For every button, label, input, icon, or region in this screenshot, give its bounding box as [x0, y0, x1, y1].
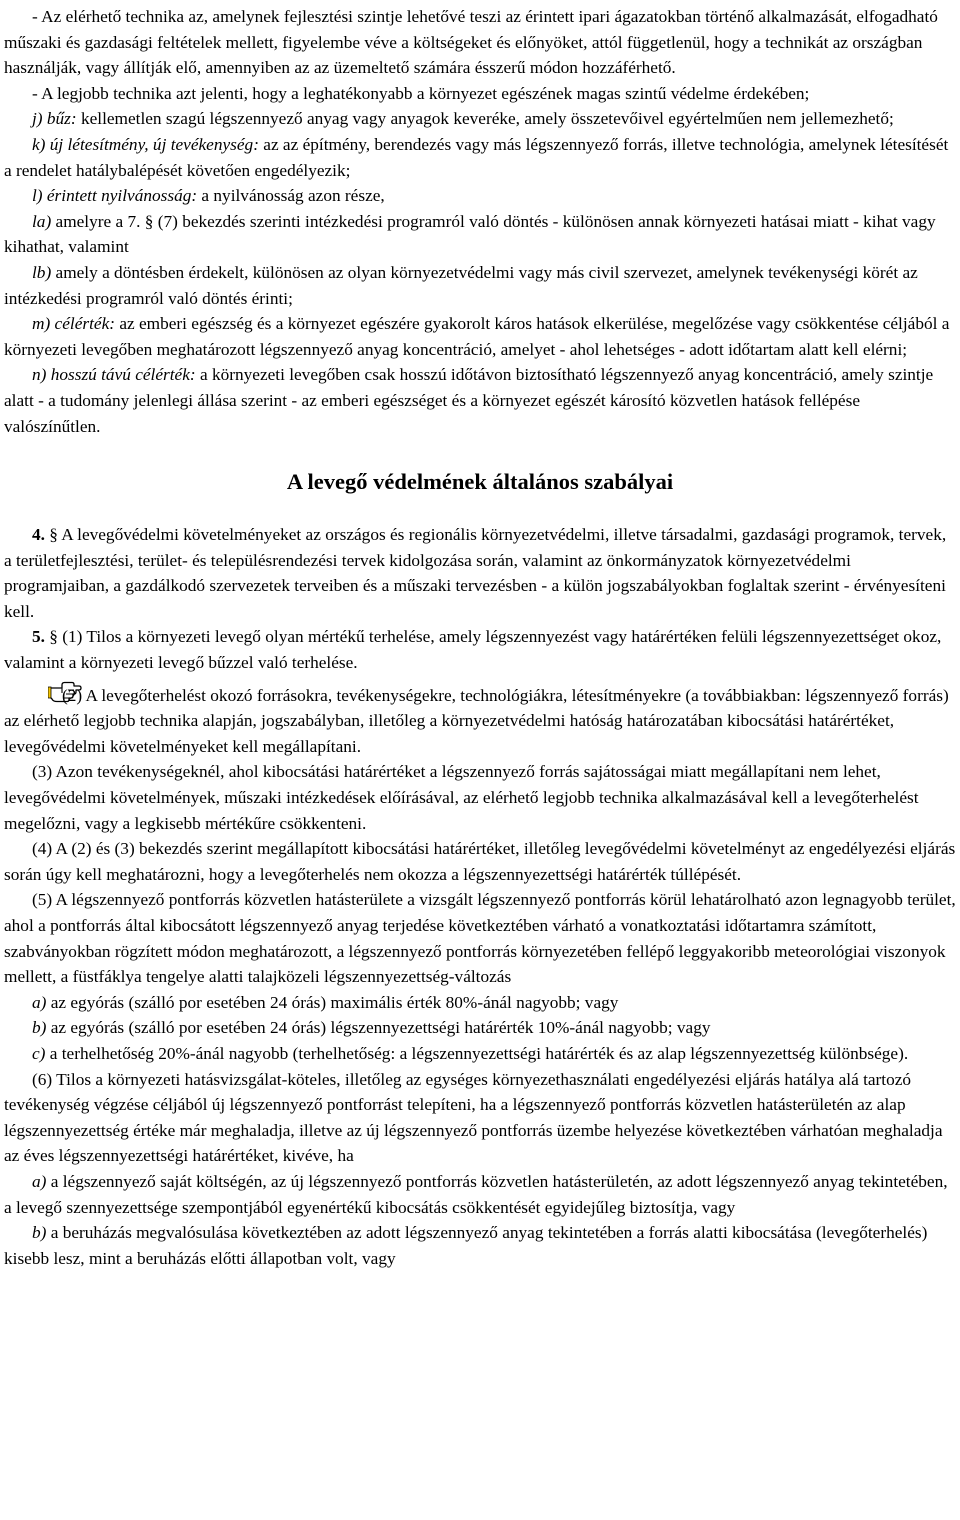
paragraph-best-technique: - A legjobb technika azt jelenti, hogy a leghatékonyabb a környezet egészének magas szintű védelme érdekében; — [32, 83, 810, 103]
section-heading: A levegő védelmének általános szabályai — [286, 469, 674, 495]
definition-lb-text: amely a döntésben érdekelt, különösen az olyan környezetvédelmi vagy más civil szervezet, amelynek tevékenységi körét az intézkedési programról való döntés érinti; — [4, 262, 918, 308]
section-5-5-b — [4, 1015, 956, 1041]
section-5-5-c-text: a terhelhetőség 20%-ánál nagyobb (terhelhetőség: a légszennyezettségi határérték és az alap légszennyezettség különbsége). — [45, 1043, 909, 1063]
paragraph-available-technique: - Az elérhető technika az, amelynek fejlesztési szintje lehetővé teszi az érintett ipari ágazatokban történő alkalmazását, elfogadható műszaki és gazdasági feltételek mellett, figyelembe véve a költségeket és előnyöket, attól függetlenül, hogy a technikát az országban használják, vagy állítják elő, amennyiben az az üzemeltető számára ésszerű módon hozzáférhető. — [4, 7, 938, 78]
section-5-1-text: § (1) Tilos a környezeti levegő olyan mértékű terhelése, amely légszennyezést vagy határértéken felüli légszennyezettséget okoz, valamint a környezeti levegő bűzzel való terhelése. — [4, 627, 942, 673]
definition-la — [4, 209, 956, 260]
definition-k — [4, 132, 956, 183]
section-5-5-a-text: az egyórás (szálló por esetében 24 órás) maximális érték 80%-ánál nagyobb; vagy — [46, 992, 619, 1012]
definition-la-label: la) — [32, 211, 52, 231]
section-5-number: 5. — [32, 627, 45, 647]
definition-l-label: l) érintett nyilvánosság: — [32, 186, 198, 206]
section-5-6-b-label: b) — [32, 1223, 47, 1243]
section-5-6-b — [4, 1220, 956, 1271]
section-4 — [4, 522, 956, 624]
definition-n — [4, 362, 956, 439]
definition-j-label: j) bűz: — [32, 109, 77, 129]
section-4-number: 4. — [32, 525, 45, 545]
definition-l — [4, 183, 956, 209]
section-5-6-b-text: a beruházás megvalósulása következtében az adott légszennyező anyag tekintetében a forrás alatti kibocsátása (levegőterhelés) kisebb lesz, mint a beruházás előtti állapotban volt, vagy — [4, 1223, 928, 1268]
section-5-6-a-text: a légszennyező saját költségén, az új légszennyező pontforrás közvetlen hatásterületén, az adott légszennyező anyag tekintetében, a levegő szennyezettsége szempontjából egyenértékű kibocsátás csökkentését egyidejűleg biztosítja, vagy — [4, 1171, 948, 1217]
definition-j-text: kellemetlen szagú légszennyező anyag vagy anyagok keveréke, amely összetevőivel egyértelműen nem jellemezhető; — [76, 109, 894, 129]
section-5-6: (6) Tilos a környezeti hatásvizsgálat-köteles, illetőleg az egységes környezethasználati engedélyezési eljárás hatálya alá tartozó tevékenység végzése céljából új légszennyező pontforrást telepíteni, ha a légszennyező pontforrás közvetlen hatásterületén az alap légszennyezettség értéke már meghaladja, illetve az új légszennyező pontforrás üzembe helyezése következtében várhatóan meghaladja az éves légszennyezettségi határértéket, kivéve, ha — [4, 1069, 943, 1166]
definition-j — [4, 106, 956, 132]
section-5-5-c-label: c) — [32, 1043, 46, 1063]
definition-la-text: amelyre a 7. § (7) bekezdés szerinti intézkedési programról való döntés - különösen annak környezeti hatásai miatt - kihat vagy kihathat, valamint — [4, 211, 936, 257]
definition-m — [4, 311, 956, 362]
section-5-2-text: (2) A levegőterhelést okozó forrásokra, tevékenységekre, technológiákra, létesítményekre (a továbbiakban: légszennyező forrás) az elérhető legjobb technika alapján, jogszabályban, illetőleg a környezetvédelmi hatóság határozatában kibocsátási határértéket, levegővédelmi követelményeket kell megállapítani. — [4, 685, 949, 756]
pointing-hand-icon — [26, 681, 62, 703]
definition-k-label: k) új létesítmény, új tevékenység: — [32, 134, 259, 154]
section-5-5-a-label: a) — [32, 992, 47, 1012]
definition-n-label: n) hosszú távú célérték: — [32, 365, 196, 385]
section-5-2 — [4, 681, 956, 760]
section-5-1 — [4, 624, 956, 675]
definition-k-text: az az építmény, berendezés vagy más légszennyező forrás, illetve technológia, amelynek létesítését a rendelet hatálybalépését követően engedélyezik; — [4, 134, 949, 180]
definition-n-text: a környezeti levegőben csak hosszú időtávon biztosítható légszennyező anyag koncentráció, amely szintje alatt - a tudomány jelenlegi állása szerint - az emberi egészséget és a környezet egészét károsító közvetlen hatások fellépése valószínűtlen. — [4, 365, 934, 436]
section-5-5-b-text: az egyórás (szálló por esetében 24 órás) légszennyezettségi határérték 10%-ánál nagyobb; vagy — [46, 1018, 711, 1038]
definition-m-label: m) célérték: — [32, 314, 115, 334]
section-4-text: § A levegővédelmi követelményeket az országos és regionális környezetvédelmi, illetve társadalmi, gazdasági programok, tervek, a területfejlesztési, terület- és településrendezési tervek kidolgozása során, valamint az önkormányzatok környezetvédelmi programjaiban, a gazdálkodó szervezetek terveiben és a műszaki tervezésben - a külön jogszabályokban foglaltak szerint - érvényesíteni kell. — [4, 525, 947, 621]
section-5-3: (3) Azon tevékenységeknél, ahol kibocsátási határértéket a légszennyező forrás sajátosságai miatt megállapítani nem lehet, levegővédelmi követelmények, műszaki intézkedések előírásával, az elérhető legjobb technika alkalmazásával kell a levegőterhelést megelőzni, vagy a legkisebb mértékűre csökkenteni. — [4, 762, 919, 833]
section-5-6-a-label: a) — [32, 1171, 47, 1191]
section-5-5-c — [4, 1041, 956, 1067]
definition-lb — [4, 260, 956, 311]
section-5-4: (4) A (2) és (3) bekezdés szerint megállapított kibocsátási határértéket, illetőleg levegővédelmi követelményt az engedélyezési eljárás során úgy kell meghatározni, hogy a levegőterhelés nem okozza a légszennyezettségi határérték túllépését. — [4, 839, 956, 884]
section-5-5-a — [4, 990, 956, 1016]
definition-m-text: az emberi egészség és a környezet egészére gyakorolt káros hatások elkerülése, megelőzése vagy csökkentése céljából a környezeti levegőben meghatározott légszennyező anyag koncentráció, amelyet - ahol lehetséges - adott időtartam alatt kell elérni; — [4, 314, 950, 359]
section-5-5-b-label: b) — [32, 1018, 47, 1038]
section-5-6-a — [4, 1169, 956, 1220]
section-5-5: (5) A légszennyező pontforrás közvetlen hatásterülete a vizsgált légszennyező pontforrás körül lehatárolható azon legnagyobb terület, ahol a pontforrás által kibocsátott légszennyező anyag terjedése következtében várható a vonatkoztatási időtartamra számított, szabványokban rögzített módon meghatározott, a légszennyező pontforrás környezetében fellépő leggyakoribb meteorológiai viszonyok mellett, a füstfáklya tengelye alatti talajközeli légszennyezettség-változás — [4, 890, 956, 987]
definition-lb-label: lb) — [32, 262, 52, 282]
definition-l-text: a nyilvánosság azon része, — [197, 186, 385, 206]
